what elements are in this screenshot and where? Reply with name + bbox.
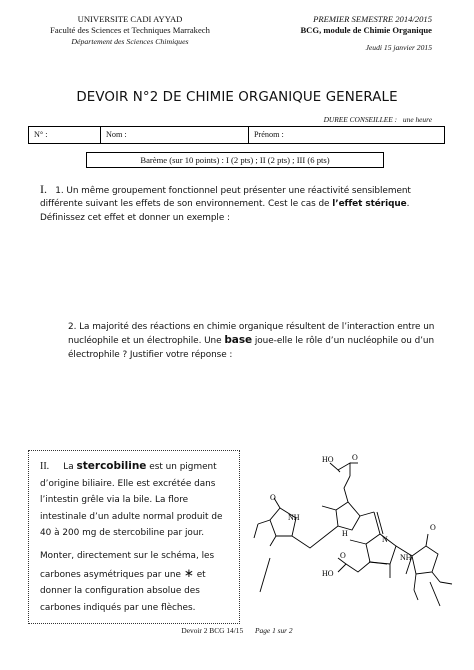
nh-label-right: NH bbox=[400, 553, 412, 562]
university-name: UNIVERSITE CADI AYYAD bbox=[77, 14, 183, 24]
nh-label-left: NH bbox=[288, 513, 300, 522]
o-label-bottom: O bbox=[340, 551, 346, 560]
module-label: BCG, module de Chimie Organique bbox=[300, 25, 432, 35]
faculty-name: Faculté des Sciences et Techniques Marrakech bbox=[50, 25, 210, 35]
student-name-field[interactable]: Nom : bbox=[101, 127, 249, 143]
student-firstname-field[interactable]: Prénom : bbox=[254, 130, 284, 139]
q1-number: 1. bbox=[55, 186, 64, 196]
q1-keyword: l’effet stérique bbox=[332, 199, 407, 210]
asterisk-symbol: ∗ bbox=[183, 565, 194, 580]
footer-code: Devoir 2 BCG 14/15 bbox=[181, 626, 244, 635]
q1-text-b: . Définissez cet effet et donner un exemple : bbox=[40, 199, 410, 223]
page-footer bbox=[0, 626, 474, 635]
part-2-intro-a: La bbox=[63, 462, 74, 472]
duration bbox=[324, 115, 432, 124]
department-name: Département des Sciences Chimiques bbox=[71, 37, 189, 46]
duration-value: une heure bbox=[402, 115, 432, 124]
n-label-mid: N bbox=[382, 535, 388, 544]
page-title: DEVOIR N°2 DE CHIMIE ORGANIQUE GENERALE bbox=[76, 90, 398, 105]
stercobilin-structure bbox=[240, 450, 462, 622]
footer-page: Page 1 sur 2 bbox=[255, 626, 293, 635]
part-2-instruction-a: Monter, directement sur le schéma, les carbones asymétriques par une bbox=[40, 550, 215, 580]
molecule-bonds bbox=[254, 463, 452, 606]
q2-keyword: base bbox=[224, 334, 253, 347]
q2-text-b: joue-elle le rôle d’un nucléophile ou d’un électrophile ? Justifier votre réponse : bbox=[68, 336, 435, 360]
question-1 bbox=[40, 183, 450, 225]
part-1-numeral: I. bbox=[40, 182, 47, 196]
molecule-labels bbox=[270, 453, 436, 578]
q2-number: 2. bbox=[68, 322, 77, 332]
q2-text-a: La majorité des réactions en chimie organique résultent de l’interaction entre un nucléophile et un électrophile. Une bbox=[68, 322, 435, 347]
part-2-instruction bbox=[40, 548, 228, 616]
semester-label: PREMIER SEMESTRE 2014/2015 bbox=[313, 14, 432, 24]
grading-scale: Barème (sur 10 points) : I (2 pts) ; II (2 pts) ; III (6 pts) bbox=[86, 152, 384, 168]
q1-text-a: Un même groupement fonctionnel peut présenter une réactivité sensiblement différente suivant les effets de son environnement. Cest le cas de bbox=[40, 186, 411, 210]
header-right bbox=[232, 14, 432, 53]
part-2-keyword: stercobiline bbox=[76, 460, 147, 472]
part-2-numeral: II. bbox=[40, 461, 50, 472]
ho-label-bottom: HO bbox=[322, 569, 334, 578]
header-left bbox=[30, 14, 230, 47]
o-label-left: O bbox=[270, 493, 276, 502]
part-2-text bbox=[40, 458, 228, 616]
exam-date: Jeudi 15 janvier 2015 bbox=[365, 43, 432, 52]
o-label-right: O bbox=[430, 523, 436, 532]
h-label-mid: H bbox=[342, 529, 348, 538]
part-2-instruction-b: et donner la configuration absolue des carbones indiqués par une flèches. bbox=[40, 569, 206, 613]
student-number-field[interactable]: N° : bbox=[29, 127, 101, 143]
o-label-top: O bbox=[352, 453, 358, 462]
question-2 bbox=[68, 321, 452, 362]
duration-label: DUREE CONSEILLEE : bbox=[323, 115, 398, 124]
identification-box bbox=[28, 126, 445, 144]
ho-label-top: HO bbox=[322, 455, 334, 464]
part-2-intro-b: est un pigment d’origine biliaire. Elle est excrétée dans l’intestin grêle via la bile. La flore intestinale d’un adulte normal produit de 40 à 200 mg de stercobiline par jour. bbox=[40, 462, 223, 539]
